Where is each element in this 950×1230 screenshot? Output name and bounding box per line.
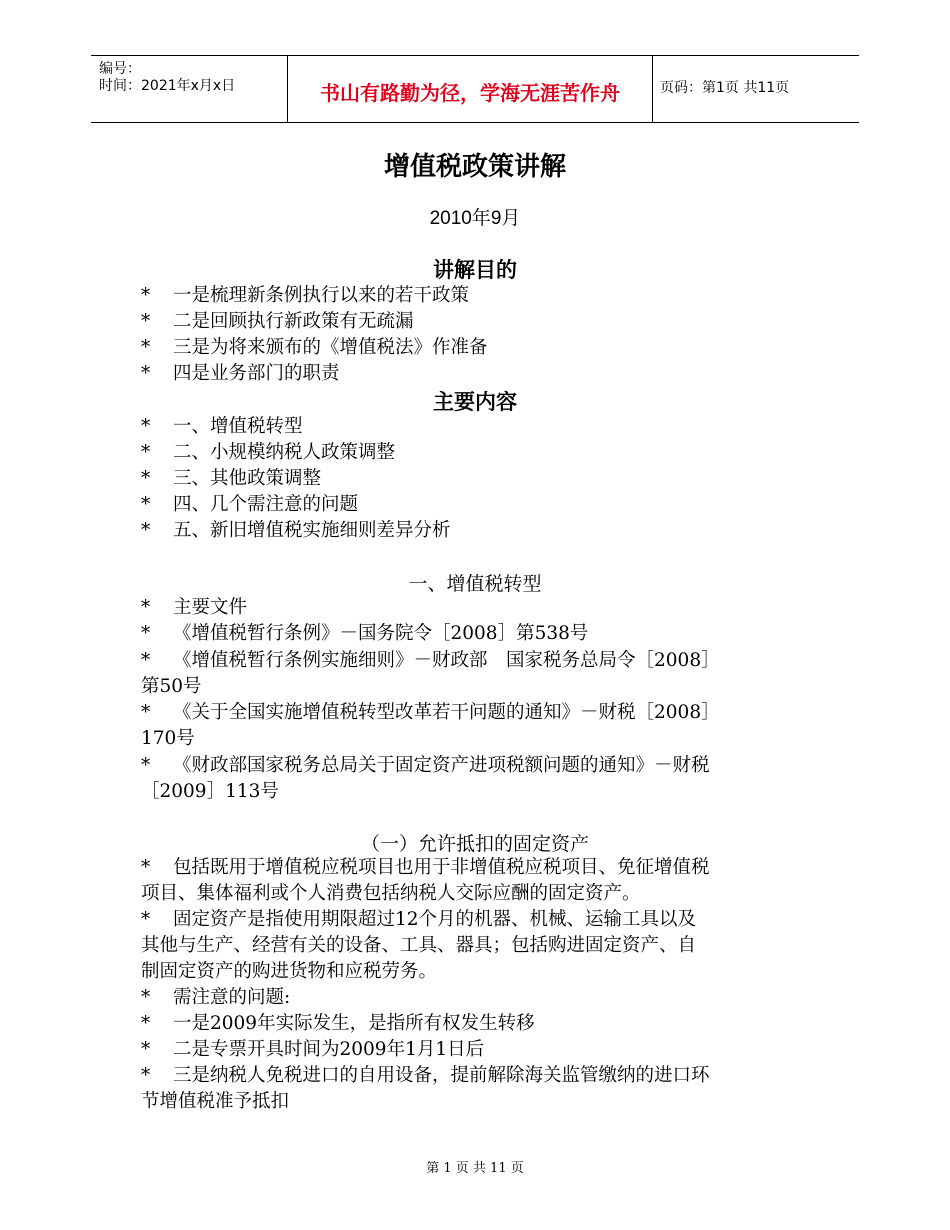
subsection-item-text: 固定资产是指使用期限超过12个月的机器、机械、运输工具以及 [173, 909, 697, 930]
subsection-item-text: 二是专票开具时间为2009年1月1日后 [173, 1039, 485, 1060]
bullet-marker: * [141, 363, 151, 384]
header-page-cell [652, 56, 859, 122]
section-item-text: 《关于全国实施增值税转型改革若干问题的通知》－财税［2008］ [173, 702, 720, 723]
content-item-text: 五、新旧增值税实施细则差异分析 [173, 520, 451, 541]
bullet-marker: * [141, 909, 151, 930]
page-info: 页码：第1页 共11页 [660, 80, 790, 96]
subsection-item [141, 1061, 710, 1087]
bullet-marker: * [141, 623, 151, 644]
purpose-item [141, 307, 414, 333]
section-item [141, 751, 710, 777]
purpose-item-text: 一是梳理新条例执行以来的若干政策 [173, 285, 470, 306]
time-label: 时间：2021年x月x日 [99, 78, 236, 94]
subsection-item [141, 905, 696, 931]
section-item [141, 698, 720, 724]
bullet-marker: * [141, 987, 151, 1008]
subsection-item [141, 983, 290, 1009]
section-item [141, 646, 720, 672]
subsection-item [141, 1009, 535, 1035]
content-item-text: 四、几个需注意的问题 [173, 494, 359, 515]
section-item-text: 《增值税暂行条例实施细则》－财政部 国家税务总局令［2008］ [173, 650, 720, 671]
bullet-marker: * [141, 442, 151, 463]
subsection-item-text: 三是纳税人免税进口的自用设备，提前解除海关监管缴纳的进口环 [173, 1065, 710, 1086]
bullet-marker: * [141, 494, 151, 515]
purpose-item-text: 二是回顾执行新政策有无疏漏 [173, 311, 414, 332]
section-item [141, 593, 247, 619]
section-heading: 一、增值税转型 [408, 573, 542, 595]
main-content-heading: 主要内容 [433, 390, 517, 414]
subsection-item-continuation: 制固定资产的购进货物和应税劳务。 [141, 961, 438, 982]
bullet-marker: * [141, 311, 151, 332]
section-item-continuation: 170号 [141, 728, 195, 749]
subsection-heading: （一）允许抵扣的固定资产 [360, 833, 589, 855]
bullet-marker: * [141, 1039, 151, 1060]
purpose-item [141, 359, 340, 385]
bullet-marker: * [141, 285, 151, 306]
section-item-text: 《增值税暂行条例》－国务院令［2008］第538号 [173, 623, 589, 644]
purpose-item [141, 281, 469, 307]
page-footer: 第 1 页 共 11 页 [426, 1161, 524, 1176]
bullet-marker: * [141, 1065, 151, 1086]
header-meta-cell [91, 56, 287, 122]
document-date: 2010年9月 [429, 208, 521, 229]
bullet-marker: * [141, 702, 151, 723]
number-label: 编号： [99, 61, 141, 77]
bullet-marker: * [141, 650, 151, 671]
document-header [91, 55, 859, 123]
bullet-marker: * [141, 857, 151, 878]
bullet-marker: * [141, 337, 151, 358]
content-item [141, 438, 395, 464]
section-item-text: 《财政部国家税务总局关于固定资产进项税额问题的通知》－财税 [173, 755, 710, 776]
content-item [141, 490, 358, 516]
bullet-marker: * [141, 1013, 151, 1034]
subsection-item-text: 需注意的问题: [173, 987, 291, 1008]
content-item-text: 二、小规模纳税人政策调整 [173, 442, 396, 463]
section-item-continuation: ［2009］113号 [141, 781, 279, 802]
content-item [141, 412, 303, 438]
content-item [141, 516, 451, 542]
bullet-marker: * [141, 597, 151, 618]
subsection-item [141, 853, 710, 879]
purpose-item-text: 四是业务部门的职责 [173, 363, 340, 384]
bullet-marker: * [141, 755, 151, 776]
bullet-marker: * [141, 520, 151, 541]
subsection-item-text: 包括既用于增值税应税项目也用于非增值税应税项目、免征增值税 [173, 857, 710, 878]
content-item [141, 464, 321, 490]
section-item-text: 主要文件 [173, 597, 248, 618]
subsection-item-text: 一是2009年实际发生，是指所有权发生转移 [173, 1013, 535, 1034]
content-item-text: 三、其他政策调整 [173, 468, 322, 489]
purpose-item [141, 333, 488, 359]
section-item-continuation: 第50号 [141, 676, 202, 697]
content-item-text: 一、增值税转型 [173, 416, 303, 437]
bullet-marker: * [141, 468, 151, 489]
subsection-item [141, 1035, 484, 1061]
purpose-heading: 讲解目的 [433, 258, 517, 282]
header-motto-cell [287, 56, 653, 122]
section-item [141, 619, 588, 645]
bullet-marker: * [141, 416, 151, 437]
subsection-item-continuation: 节增值税准予抵扣 [141, 1091, 290, 1112]
subsection-item-continuation: 其他与生产、经营有关的设备、工具、器具；包括购进固定资产、自 [141, 935, 697, 956]
motto-text: 书山有路勤为径，学海无涯苦作舟 [320, 81, 620, 105]
purpose-item-text: 三是为将来颁布的《增值税法》作准备 [173, 337, 488, 358]
subsection-item-continuation: 项目、集体福利或个人消费包括纳税人交际应酬的固定资产。 [141, 883, 641, 904]
page-title: 增值税政策讲解 [383, 152, 566, 182]
